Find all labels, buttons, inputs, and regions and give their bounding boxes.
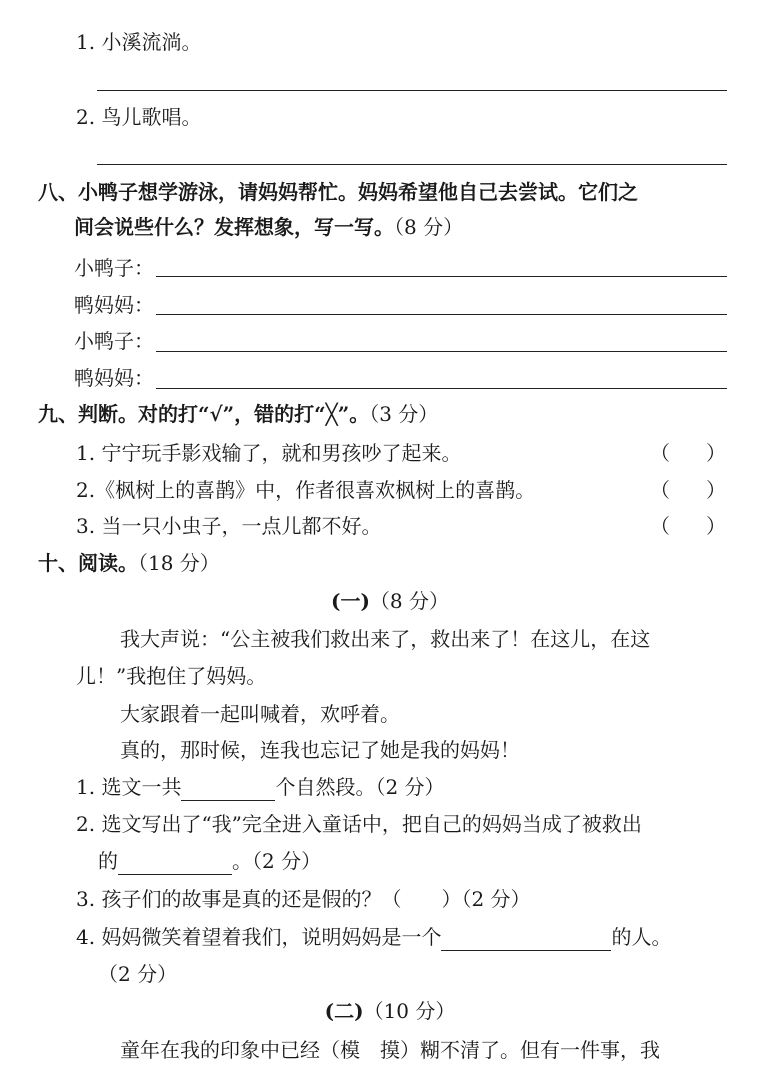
section-9-title-text: 九、判断。对的打“√”，错的打“╳”。 <box>38 402 370 426</box>
question-1 <box>76 773 445 801</box>
dialogue-label-duckling: 小鸭子： <box>74 329 154 353</box>
answer-paren-close: ） <box>706 478 726 502</box>
section-8-title-line1: 八、小鸭子想学游泳，请妈妈帮忙。妈妈希望他自己去尝试。它们之 <box>38 180 638 204</box>
answer-blank[interactable] <box>441 928 611 951</box>
dialogue-answer-line[interactable] <box>156 388 727 389</box>
dialogue-label-mother-duck: 鸭妈妈： <box>74 293 154 317</box>
part-1-label: (一) <box>330 589 370 613</box>
passage-1-para3: 真的，那时候，连我也忘记了她是我的妈妈！ <box>120 738 520 762</box>
question-2-line2 <box>98 847 321 875</box>
question-2-text-end: 。（2 分） <box>232 849 322 873</box>
answer-paren-open[interactable]: （ <box>650 441 670 465</box>
judgment-item-1: 1. 宁宁玩手影戏输了，就和男孩吵了起来。 <box>76 441 462 465</box>
passage-1-para2: 大家跟着一起叫喊着，欢呼着。 <box>120 702 400 726</box>
answer-paren-open[interactable]: （ <box>650 478 670 502</box>
reading-part-2-heading <box>0 997 780 1025</box>
answer-blank[interactable] <box>181 778 275 801</box>
section-8-title-text: 间会说些什么？发挥想象，写一写。 <box>74 215 394 239</box>
section-9-title <box>38 400 438 428</box>
section-8-score: （8 分） <box>394 215 464 239</box>
question-4-score: （2 分） <box>98 962 178 986</box>
question-2-text: 的 <box>98 849 118 873</box>
answer-paren-open[interactable]: （ <box>650 514 670 538</box>
dialogue-label-mother-duck: 鸭妈妈： <box>74 366 154 390</box>
question-3: 3. 孩子们的故事是真的还是假的？（ ）（2 分） <box>76 887 531 911</box>
dialogue-answer-line[interactable] <box>156 276 727 277</box>
answer-blank[interactable] <box>118 852 232 875</box>
dialogue-answer-line[interactable] <box>156 314 727 315</box>
reading-part-1-heading <box>0 587 780 615</box>
question-4 <box>76 923 671 951</box>
answer-line[interactable] <box>97 164 727 165</box>
section-10-title-text: 十、阅读。 <box>38 551 138 575</box>
sentence-item-2: 2. 鸟儿歌唱。 <box>76 105 202 129</box>
section-8-title-line2 <box>74 213 463 241</box>
section-9-score: （3 分） <box>369 402 439 426</box>
question-1-text: 1. 选文一共 <box>76 775 182 799</box>
dialogue-label-duckling: 小鸭子： <box>74 256 154 280</box>
answer-paren-close: ） <box>706 514 726 538</box>
part-2-label: (二) <box>324 999 364 1023</box>
judgment-item-3: 3. 当一只小虫子，一点儿都不好。 <box>76 514 382 538</box>
question-2-line1: 2. 选文写出了“我”完全进入童话中，把自己的妈妈当成了被救出 <box>76 812 642 836</box>
section-10-title <box>38 549 220 577</box>
sentence-item-1: 1. 小溪流淌。 <box>76 30 202 54</box>
part-2-score: （10 分） <box>363 999 456 1023</box>
question-1-text-end: 个自然段。（2 分） <box>275 775 445 799</box>
question-4-text-end: 的人。 <box>611 925 672 949</box>
part-1-score: （8 分） <box>369 589 450 613</box>
judgment-item-2: 2.《枫树上的喜鹊》中，作者很喜欢枫树上的喜鹊。 <box>76 478 536 502</box>
dialogue-answer-line[interactable] <box>156 351 727 352</box>
answer-line[interactable] <box>97 90 727 91</box>
question-4-text: 4. 妈妈微笑着望着我们，说明妈妈是一个 <box>76 925 442 949</box>
passage-1-para1-line1: 我大声说：“公主被我们救出来了，救出来了！在这儿，在这 <box>120 627 651 651</box>
passage-1-para1-line2: 儿！”我抱住了妈妈。 <box>76 664 267 688</box>
passage-2-para1-line1: 童年在我的印象中已经（模 摸）糊不清了。但有一件事，我 <box>120 1038 660 1062</box>
answer-paren-close: ） <box>706 441 726 465</box>
section-10-score: （18 分） <box>138 551 220 575</box>
